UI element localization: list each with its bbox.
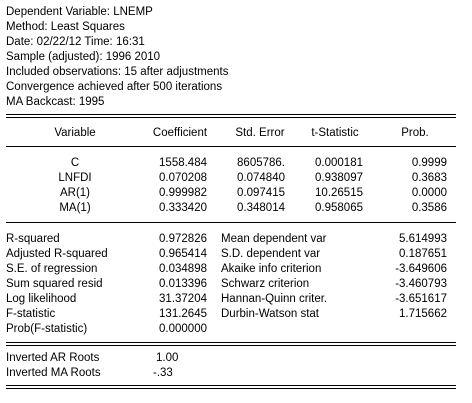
sample-line: Sample (adjusted): 1996 2010 [6, 51, 161, 63]
t-statistic-value: 0.000181 [315, 157, 363, 169]
backcast-line: MA Backcast: 1995 [6, 96, 105, 108]
convergence-line: Convergence achieved after 500 iterations [6, 81, 223, 93]
stat-label-right: Durbin-Watson stat [221, 308, 319, 320]
stat-value-right: 1.715662 [399, 308, 447, 320]
prob-value: 0.3683 [411, 172, 447, 184]
stat-value: 0.000000 [159, 323, 207, 335]
column-header-coefficient: Coefficient [152, 127, 208, 139]
stat-value-right: -3.460793 [395, 278, 447, 290]
stat-label-right: Schwarz criterion [221, 278, 310, 290]
stat-value: 131.2645 [159, 308, 207, 320]
stat-label-right: S.D. dependent var [221, 248, 321, 260]
prob-value: 0.3586 [411, 202, 447, 214]
roots-label: Inverted AR Roots [6, 352, 100, 364]
prob-value: 0.0000 [411, 187, 447, 199]
stat-label-right: Akaike info criterion [221, 263, 322, 275]
stat-label: Prob(F-statistic) [6, 323, 88, 335]
variable-name: LNFDI [58, 172, 92, 184]
stat-label: Adjusted R-squared [6, 248, 108, 260]
t-statistic-value: 10.26515 [315, 187, 363, 199]
stat-label: S.E. of regression [6, 263, 98, 275]
roots-value: 1.00 [156, 352, 179, 364]
column-header-variable: Variable [54, 127, 96, 139]
stat-value-right: -3.649606 [395, 263, 447, 275]
roots-label: Inverted MA Roots [6, 367, 101, 379]
stat-value: 0.972826 [159, 233, 207, 245]
t-statistic-value: 0.958065 [315, 202, 363, 214]
stat-value-right: 0.187651 [399, 248, 447, 260]
method-line: Method: Least Squares [6, 21, 125, 33]
column-header-std-error: Std. Error [235, 127, 285, 139]
column-header-prob: Prob. [401, 127, 429, 139]
stat-value: 0.034898 [159, 263, 207, 275]
stat-value: 0.965414 [159, 248, 207, 260]
date-time-line: Date: 02/22/12 Time: 16:31 [6, 36, 145, 48]
observations-line: Included observations: 15 after adjustments [6, 66, 229, 78]
stat-value-right: -3.651617 [395, 293, 447, 305]
variable-name: MA(1) [59, 202, 91, 214]
stat-value: 0.013396 [159, 278, 207, 290]
stat-value-right: 5.614993 [399, 233, 447, 245]
std-error-value: 8605786. [237, 157, 285, 169]
bottom-double-rule [6, 385, 456, 389]
stat-label: R-squared [6, 233, 60, 245]
column-header-t-statistic: t-Statistic [311, 127, 359, 139]
coefficient-value: 0.070208 [159, 172, 207, 184]
prob-value: 0.9999 [411, 157, 447, 169]
stat-label-right: Hannan-Quinn criter. [221, 293, 328, 305]
coefficient-value: 1558.484 [159, 157, 207, 169]
roots-value: -.33 [153, 367, 173, 379]
std-error-value: 0.074840 [237, 172, 285, 184]
stat-label-right: Mean dependent var [221, 233, 327, 245]
top-double-rule [6, 114, 456, 118]
stats-rule [6, 222, 456, 223]
variable-name: AR(1) [59, 187, 91, 199]
coefficient-value: 0.999982 [159, 187, 207, 199]
variable-name: C [70, 157, 80, 169]
std-error-value: 0.348014 [237, 202, 285, 214]
roots-double-rule [6, 342, 456, 346]
stat-label: Sum squared resid [6, 278, 103, 290]
t-statistic-value: 0.938097 [315, 172, 363, 184]
stat-value: 31.37204 [159, 293, 207, 305]
stat-label: F-statistic [6, 308, 56, 320]
std-error-value: 0.097415 [237, 187, 285, 199]
coefficient-value: 0.333420 [159, 202, 207, 214]
header-rule [6, 146, 456, 147]
dependent-variable-line: Dependent Variable: LNEMP [6, 6, 153, 18]
stat-label: Log likelihood [6, 293, 77, 305]
